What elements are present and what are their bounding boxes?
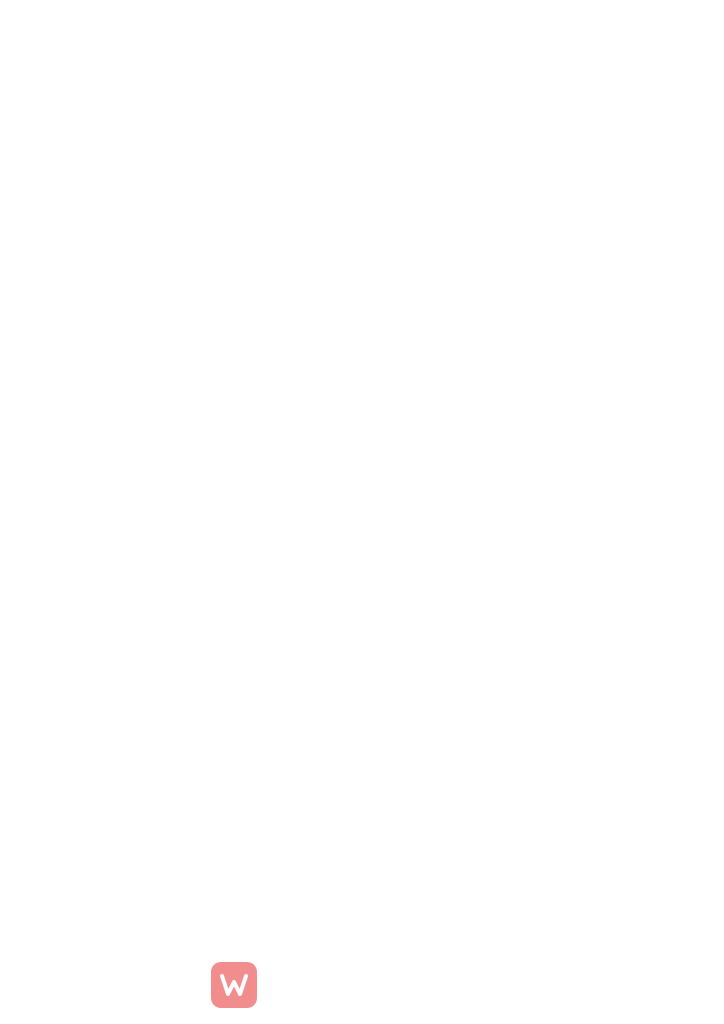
wps-edit-banner[interactable]	[211, 962, 541, 1008]
wps-office-logo-icon[interactable]	[211, 962, 257, 1008]
